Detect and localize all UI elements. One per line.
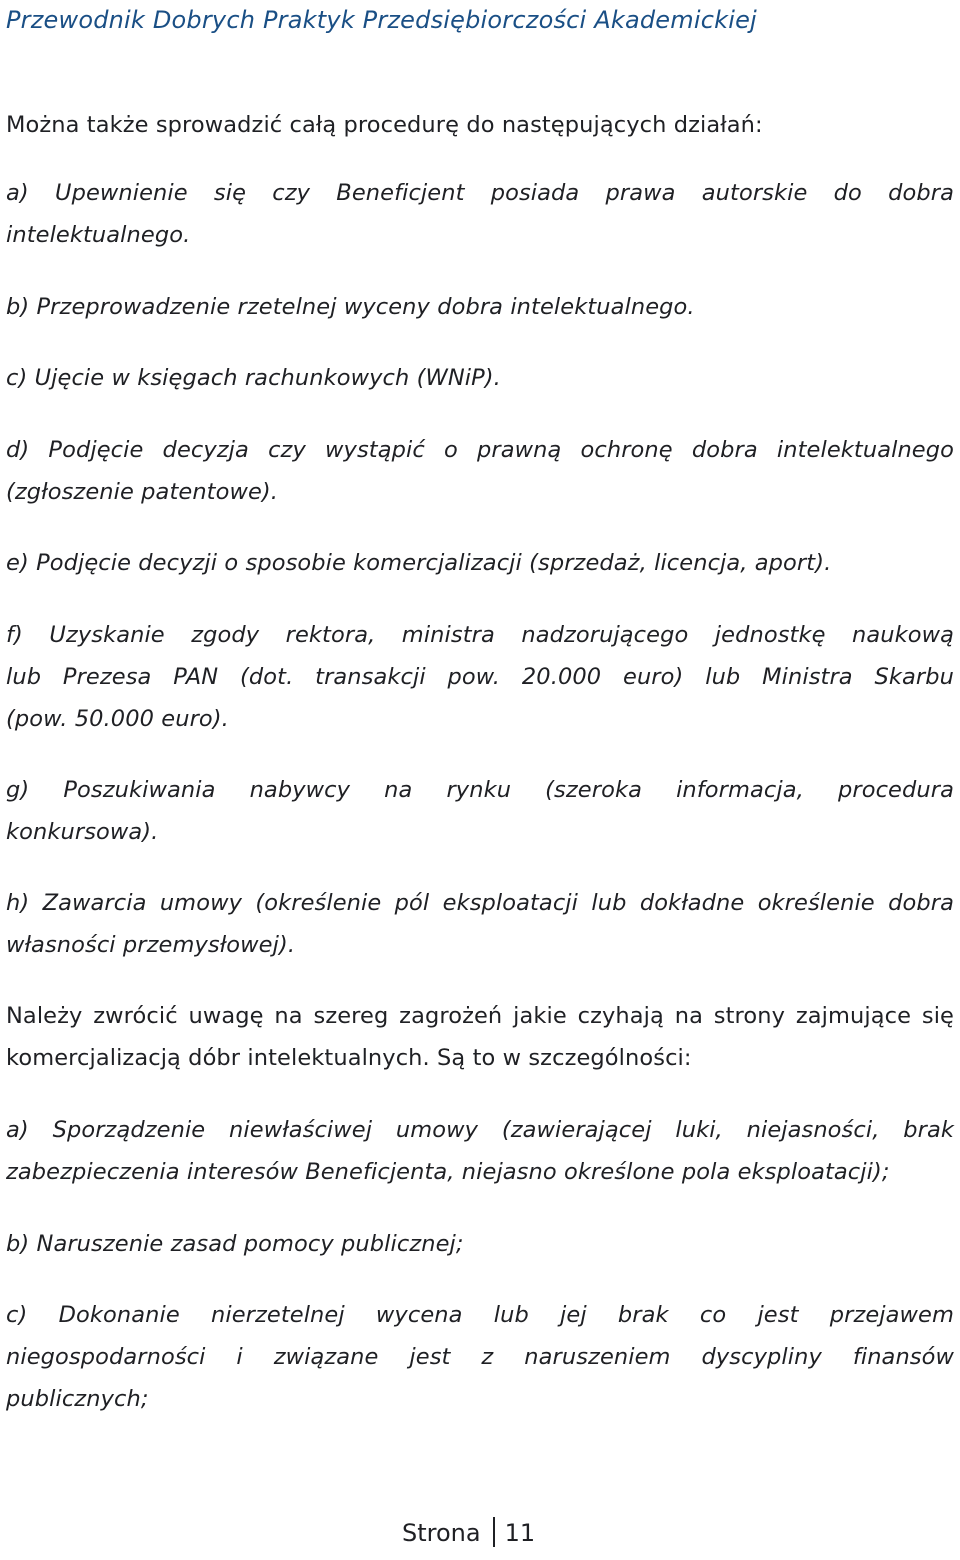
threat-c xyxy=(6,1294,954,1420)
page-number: 11 xyxy=(504,1519,536,1547)
step-c xyxy=(6,357,954,399)
step-line: lub Prezesa PAN (dot. transakcji pow. 20.000 euro) lub Ministra Skarbu xyxy=(6,664,954,690)
step-line: d) Podjęcie decyzja czy wystąpić o prawną ochronę dobra intelektualnego xyxy=(6,437,954,463)
footer-divider xyxy=(493,1517,495,1547)
threat-line: b) Naruszenie zasad pomocy publicznej; xyxy=(6,1231,464,1257)
step-f xyxy=(6,614,954,740)
step-h xyxy=(6,882,954,966)
step-line: e) Podjęcie decyzji o sposobie komercjalizacji (sprzedaż, licencja, aport). xyxy=(6,550,832,576)
step-a xyxy=(6,172,954,256)
threat-line: niegospodarności i związane jest z naruszeniem dyscypliny finansów xyxy=(6,1344,954,1370)
threat-line: zabezpieczenia interesów Beneficjenta, niejasno określone pola eksploatacji); xyxy=(6,1159,890,1185)
page-label: Strona xyxy=(402,1519,481,1547)
document-header-title: Przewodnik Dobrych Praktyk Przedsiębiorczości Akademickiej xyxy=(6,6,757,34)
paragraph-line: komercjalizacją dóbr intelektualnych. Są to w szczególności: xyxy=(6,1045,692,1071)
step-e xyxy=(6,542,954,584)
step-line: konkursowa). xyxy=(6,819,159,845)
step-d xyxy=(6,429,954,513)
step-line: f) Uzyskanie zgody rektora, ministra nadzorującego jednostkę naukową xyxy=(6,622,954,648)
page-footer xyxy=(402,1513,535,1553)
step-line: a) Upewnienie się czy Beneficjent posiada prawa autorskie do dobra xyxy=(6,180,954,206)
threats-intro-paragraph xyxy=(6,995,954,1079)
threat-a xyxy=(6,1109,954,1193)
threat-line: a) Sporządzenie niewłaściwej umowy (zawierającej luki, niejasności, brak xyxy=(6,1117,954,1143)
step-line: intelektualnego. xyxy=(6,222,191,248)
step-line: (pow. 50.000 euro). xyxy=(6,706,229,732)
step-line: własności przemysłowej). xyxy=(6,932,296,958)
step-b xyxy=(6,286,954,328)
paragraph-line: Należy zwrócić uwagę na szereg zagrożeń jakie czyhają na strony zajmujące się xyxy=(6,1003,954,1029)
step-line: (zgłoszenie patentowe). xyxy=(6,479,279,505)
threat-b xyxy=(6,1223,954,1265)
intro-text: Można także sprowadzić całą procedurę do następujących działań: xyxy=(6,112,763,138)
threat-line: publicznych; xyxy=(6,1386,149,1412)
step-line: g) Poszukiwania nabywcy na rynku (szeroka informacja, procedura xyxy=(6,777,954,803)
step-line: b) Przeprowadzenie rzetelnej wyceny dobra intelektualnego. xyxy=(6,294,695,320)
step-line: h) Zawarcia umowy (określenie pól eksploatacji lub dokładne określenie dobra xyxy=(6,890,954,916)
threat-line: c) Dokonanie nierzetelnej wycena lub jej brak co jest przejawem xyxy=(6,1302,954,1328)
step-g xyxy=(6,769,954,853)
step-line: c) Ujęcie w księgach rachunkowych (WNiP). xyxy=(6,365,501,391)
intro-paragraph xyxy=(6,104,954,146)
